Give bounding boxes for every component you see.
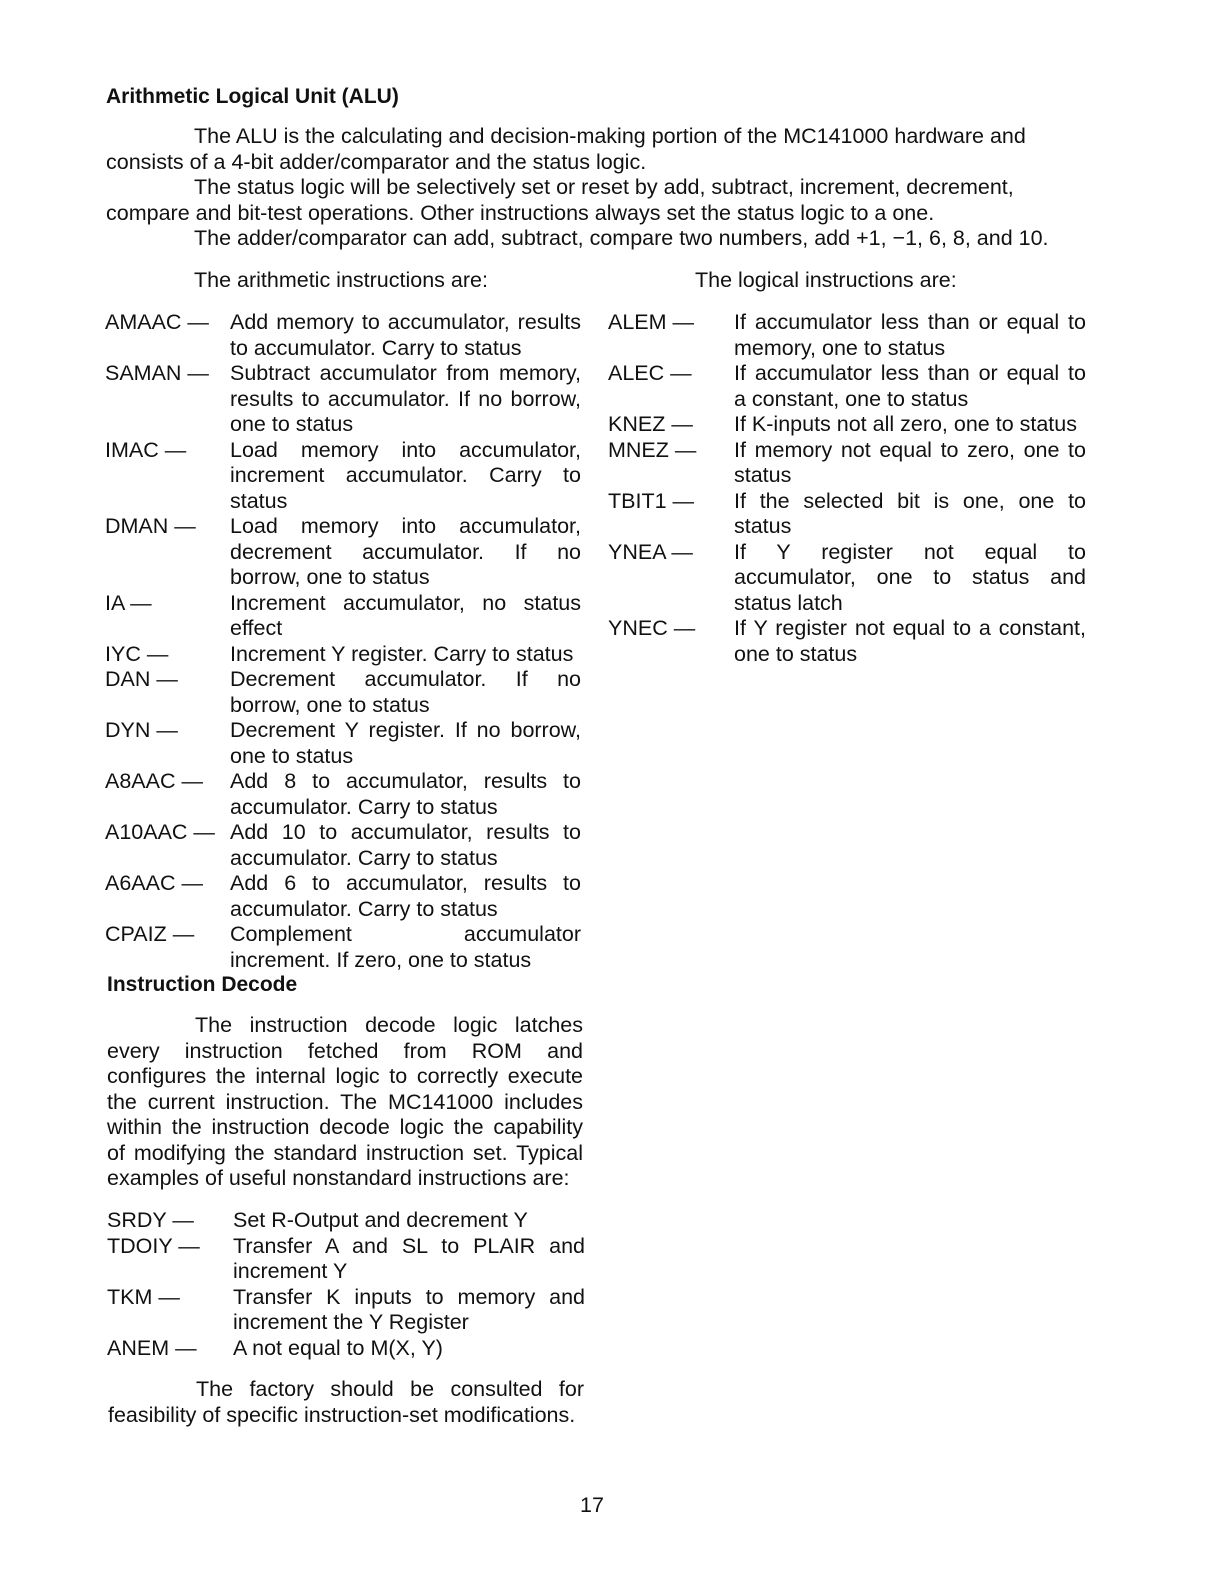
instruction-description: Increment Y register. Carry to status [230, 641, 574, 666]
instruction-item [608, 412, 1086, 438]
instruction-item [107, 1336, 585, 1362]
instruction-mnemonic: MNEZ — [608, 437, 697, 462]
instruction-description: Load memory into accumulator, increment accumulator. Carry to status [230, 437, 581, 513]
arithmetic-heading: The arithmetic instructions are: [194, 268, 488, 292]
instruction-description: Load memory into accumulator, decrement accumulator. If no borrow, one to status [230, 514, 581, 589]
instruction-mnemonic: ALEM — [608, 310, 695, 334]
logical-instruction-list [608, 310, 1086, 667]
instruction-mnemonic: IA — [105, 590, 152, 615]
instruction-description: Add 8 to accumulator, results to accumulator. Carry to status [230, 769, 581, 819]
instruction-description: Transfer A and SL to PLAIR and increment Y [233, 1233, 585, 1283]
instruction-item [105, 361, 581, 438]
instruction-item [105, 438, 581, 515]
section-title-instruction-decode: Instruction Decode [107, 973, 298, 996]
instruction-item [105, 667, 581, 718]
instruction-mnemonic: KNEZ — [608, 412, 693, 436]
decode-paragraph: The instruction decode logic latches every instruction fetched from ROM and configures the internal logic to correctly execute the current instruction. The MC141000 includes within the instruction decode logic the capability of modifying the standard instruction set. Typical examples of useful nonstandard instructions are: [107, 1013, 583, 1190]
instruction-mnemonic: DYN — [105, 718, 178, 742]
instruction-item [107, 1208, 585, 1234]
instruction-mnemonic: YNEA — [608, 539, 693, 564]
page-number: 17 [580, 1493, 604, 1517]
alu-intro-paragraph: The ALU is the calculating and decision-making portion of the MC141000 hardware and consists of a 4-bit adder/comparator and the status logic. [106, 124, 1026, 174]
instruction-mnemonic: YNEC — [608, 616, 696, 640]
instruction-item [105, 514, 581, 591]
instruction-mnemonic: SAMAN — [105, 361, 209, 385]
instruction-description: Add 6 to accumulator, results to accumulator. Carry to status [230, 871, 581, 921]
instruction-item [107, 1285, 585, 1336]
instruction-description: Add 10 to accumulator, results to accumulator. Carry to status [230, 820, 581, 870]
instruction-item [608, 540, 1086, 617]
instruction-description: Set R-Output and decrement Y [233, 1208, 528, 1232]
instruction-mnemonic: CPAIZ — [105, 922, 195, 946]
instruction-mnemonic: ANEM — [107, 1335, 197, 1360]
section-title-alu: Arithmetic Logical Unit (ALU) [106, 85, 399, 108]
instruction-item [105, 769, 581, 820]
instruction-item [608, 310, 1086, 361]
instruction-description: Transfer K inputs to memory and increment the Y Register [233, 1284, 585, 1334]
instruction-description: If K-inputs not all zero, one to status [734, 412, 1077, 436]
instruction-description: Increment accumulator, no status effect [230, 590, 581, 640]
instruction-description: If Y register not equal to accumulator, one to status and status latch [734, 539, 1086, 615]
instruction-mnemonic: IYC — [105, 641, 169, 666]
instruction-item [105, 642, 581, 668]
instruction-mnemonic: TBIT1 — [608, 488, 695, 513]
instruction-description: If accumulator less than or equal to memory, one to status [734, 310, 1086, 360]
instruction-description: If Y register not equal to a constant, one to status [734, 616, 1086, 666]
instruction-description: Decrement Y register. If no borrow, one to status [230, 718, 581, 768]
instruction-description: A not equal to M(X, Y) [233, 1335, 443, 1360]
instruction-description: If accumulator less than or equal to a constant, one to status [734, 361, 1086, 411]
instruction-mnemonic: TDOIY — [107, 1233, 200, 1258]
nonstandard-instruction-list [107, 1208, 585, 1361]
instruction-mnemonic: IMAC — [105, 437, 187, 462]
instruction-item [608, 489, 1086, 540]
instruction-item [105, 871, 581, 922]
instruction-item [105, 310, 581, 361]
arithmetic-instruction-list [105, 310, 581, 973]
instruction-mnemonic: A10AAC — [105, 820, 215, 844]
alu-intro-paragraph: The adder/comparator can add, subtract, compare two numbers, add +1, −1, 6, 8, and 10. [194, 226, 1049, 250]
instruction-item [608, 361, 1086, 412]
instruction-item [105, 922, 581, 973]
instruction-item [107, 1234, 585, 1285]
instruction-mnemonic: TKM — [107, 1284, 180, 1309]
instruction-description: Decrement accumulator. If no borrow, one to status [230, 667, 581, 717]
instruction-description: Add memory to accumulator, results to accumulator. Carry to status [230, 310, 581, 360]
instruction-item [105, 820, 581, 871]
instruction-description: Subtract accumulator from memory, results to accumulator. If no borrow, one to status [230, 361, 581, 436]
instruction-mnemonic: SRDY — [107, 1208, 194, 1232]
instruction-mnemonic: DMAN — [105, 514, 196, 538]
alu-intro-paragraph: The status logic will be selectively set or reset by add, subtract, increment, decrement, compare and bit-test operations. Other instructions always set the status logic to a one. [106, 175, 1014, 225]
instruction-description: If the selected bit is one, one to status [734, 488, 1086, 538]
instruction-description: If memory not equal to zero, one to status [734, 437, 1086, 487]
instruction-item [105, 718, 581, 769]
instruction-mnemonic: AMAAC — [105, 310, 209, 334]
instruction-item [608, 438, 1086, 489]
factory-note: The factory should be consulted for feasibility of specific instruction-set modifications. [108, 1377, 584, 1427]
instruction-item [608, 616, 1086, 667]
logical-heading: The logical instructions are: [695, 268, 957, 292]
instruction-mnemonic: ALEC — [608, 361, 692, 385]
instruction-mnemonic: A8AAC — [105, 769, 203, 793]
alu-intro [106, 124, 1066, 252]
instruction-description: Complement accumulator increment. If zero, one to status [230, 922, 581, 972]
instruction-mnemonic: A6AAC — [105, 871, 203, 895]
instruction-mnemonic: DAN — [105, 667, 178, 691]
instruction-item [105, 591, 581, 642]
